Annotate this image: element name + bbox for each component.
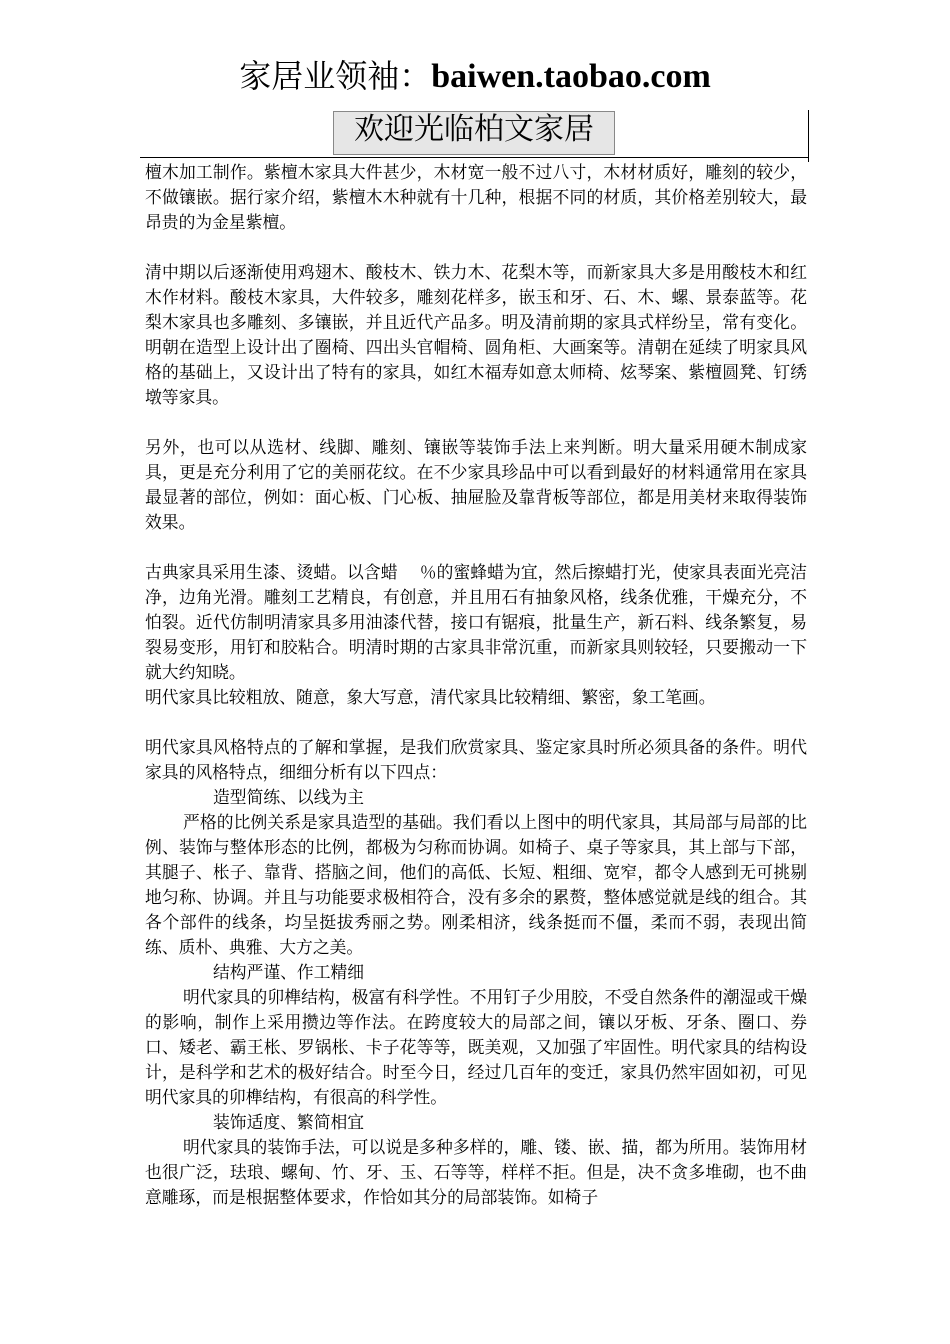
welcome-banner: 欢迎光临柏文家居 (333, 111, 615, 155)
document-body (145, 160, 807, 1210)
paragraph: 另外，也可以从选材、线脚、雕刻、镶嵌等装饰手法上来判断。明大量采用硬木制成家具，更是充分利用了它的美丽花纹。在不少家具珍品中可以看到最好的材料通常用在家具最显著的部位，例如：面心板、门心板、抽屉脸及靠背板等部位，都是用美材来取得装饰效果。 (145, 437, 807, 532)
paragraph: 明代家具的装饰手法，可以说是多种多样的，雕、镂、嵌、描，都为所用。装饰用材也很广泛，珐琅、螺甸、竹、牙、玉、石等等，样样不拒。但是，决不贪多堆砌，也不曲意雕琢，而是根据整体要求，作恰如其分的局部装饰。如椅子 (145, 1137, 807, 1207)
header-rule (140, 157, 808, 158)
header-title-text: 家居业领袖： (239, 57, 432, 95)
paragraph: 清中期以后逐渐使用鸡翅木、酸枝木、铁力木、花梨木等，而新家具大多是用酸枝木和红木作材料。酸枝木家具，大件较多，雕刻花样多，嵌玉和牙、石、木、螺、景泰蓝等。花梨木家具也多雕刻、多镶嵌，并且近代产品多。明及清前期的家具式样纷呈，常有变化。明朝在造型上设计出了圈椅、四出头官帽椅、圆角柜、大画案等。清朝在延续了明家具风格的基础上，又设计出了特有的家具，如红木福寿如意太师椅、炫琴案、紫檀圆凳、钉绣墩等家具。 (145, 262, 807, 407)
header-rule-vertical (808, 110, 809, 162)
section-heading: 造型简练、以线为主 (213, 787, 365, 807)
page-header-title (0, 56, 950, 97)
paragraph-gap (145, 710, 807, 735)
section-heading: 装饰适度、繁简相宜 (213, 1112, 365, 1132)
paragraph-gap (145, 535, 807, 560)
section-heading: 结构严谨、作工精细 (213, 962, 365, 982)
paragraph: 明代家具风格特点的了解和掌握，是我们欣赏家具、鉴定家具时所必须具备的条件。明代家具的风格特点，细细分析有以下四点： (145, 737, 807, 782)
paragraph: 明代家具比较粗放、随意，象大写意，清代家具比较精细、繁密，象工笔画。 (145, 687, 716, 707)
paragraph: 明代家具的卯榫结构，极富有科学性。不用钉子少用胶，不受自然条件的潮湿或干燥的影响，制作上采用攒边等作法。在跨度较大的局部之间，镶以牙板、牙条、圈口、券口、矮老、霸王枨、罗锅枨、卡子花等等，既美观，又加强了牢固性。明代家具的结构设计，是科学和艺术的极好结合。时至今日，经过几百年的变迁，家具仍然牢固如初，可见明代家具的卯榫结构，有很高的科学性。 (145, 987, 807, 1107)
paragraph: 古典家具采用生漆、烫蜡。以含蜡 ％的蜜蜂蜡为宜，然后擦蜡打光，使家具表面光亮洁净，边角光滑。雕刻工艺精良，有创意，并且用石有抽象风格，线条优雅，干燥充分，不怕裂。近代仿制明清家具多用油漆代替，接口有锯痕，批量生产，新石料、线条繁复，易裂易变形，用钉和胶粘合。明清时期的古家具非常沉重，而新家具则较轻，只要搬动一下就大约知晓。 (145, 562, 807, 682)
paragraph-gap (145, 410, 807, 435)
store-url[interactable]: baiwen.taobao.com (431, 58, 711, 95)
paragraph-gap (145, 235, 807, 260)
paragraph: 严格的比例关系是家具造型的基础。我们看以上图中的明代家具，其局部与局部的比例、装饰与整体形态的比例，都极为匀称而协调。如椅子、桌子等家具，其上部与下部，其腿子、枨子、靠背、搭脑之间，他们的高低、长短、粗细、宽窄，都令人感到无可挑剔地匀称、协调。并且与功能要求极相符合，没有多余的累赘，整体感觉就是线的组合。其各个部件的线条，均呈挺拔秀丽之势。刚柔相济，线条挺而不僵，柔而不弱，表现出简练、质朴、典雅、大方之美。 (145, 812, 807, 957)
paragraph: 檀木加工制作。紫檀木家具大件甚少，木材宽一般不过八寸，木材材质好，雕刻的较少，不做镶嵌。据行家介绍，紫檀木木种就有十几种，根据不同的材质，其价格差别较大，最昂贵的为金星紫檀。 (145, 162, 807, 232)
